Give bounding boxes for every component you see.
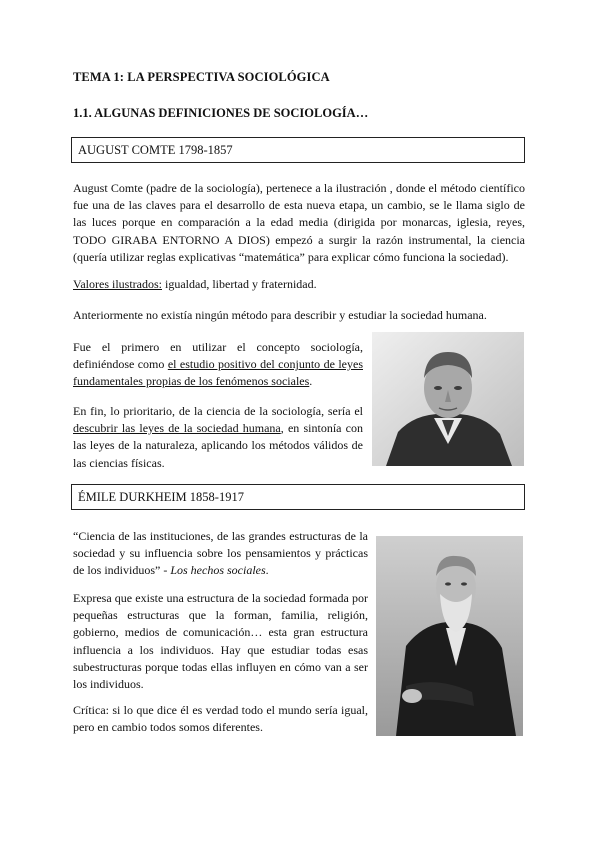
durkheim-portrait-illustration	[376, 536, 523, 736]
end-rest: , en sintonía con las leyes de la naturaleza, aplicando los métodos válidos de las ciencias físicas.	[73, 421, 363, 470]
first-underlined: el estudio positivo del conjunto de leyes fundamentales propias de los fenómenos sociales	[73, 357, 363, 389]
values-label: Valores ilustrados:	[73, 277, 162, 291]
first-end: .	[309, 374, 313, 389]
end-underlined: descubrir las leyes de la sociedad humana	[73, 421, 281, 436]
first-text: Fue el primero en utilizar el concepto sociología, definiéndose como	[73, 340, 363, 372]
durkheim-heading-box: ÉMILE DURKHEIM 1858-1917	[71, 484, 525, 510]
quote-source: Los hechos sociales	[170, 563, 266, 578]
durkheim-critique-paragraph: Crítica: si lo que dice él es verdad todo el mundo sería igual, pero en cambio todos somos diferentes.	[73, 703, 368, 735]
document-title: TEMA 1: LA PERSPECTIVA SOCIOLÓGICA	[73, 70, 330, 84]
comte-portrait-illustration	[372, 332, 524, 466]
comte-end-paragraph	[73, 403, 363, 472]
comte-portrait	[372, 332, 524, 466]
quote-text: “Ciencia de las instituciones, de las grandes estructuras de la sociedad y su influencia sobre los pensamientos y prácticas de los individuos” -	[73, 529, 368, 578]
comte-heading-box: AUGUST COMTE 1798-1857	[71, 137, 525, 163]
durkheim-structure-paragraph: Expresa que existe una estructura de la sociedad formada por pequeñas estructuras que la forman, familia, religión, gobierno, medios de comunicación… esta gran estructura influencia a los individuos. Hay que estudiar todas esas subestructuras porque todas ellas influyen en cómo van a ser los individuos.	[73, 591, 368, 692]
values-paragraph	[73, 276, 525, 293]
durkheim-quote-paragraph	[73, 528, 368, 580]
before-paragraph: Anteriormente no existía ningún método para describir y estudiar la sociedad humana.	[73, 308, 487, 322]
comte-first-paragraph	[73, 339, 363, 391]
durkheim-portrait	[376, 536, 523, 736]
end-text: En fin, lo prioritario, de la ciencia de la sociología, sería el	[73, 404, 363, 418]
comte-intro-paragraph: August Comte (padre de la sociología), pertenece a la ilustración , donde el método científico fue una de las claves para el desarrollo de esta nueva etapa, un cambio, se le llama siglo de las luces porque en comparación a la edad media (dirigida por monarcas, iglesia, reyes, TODO GIRABA ENTORNO A DIOS) empezó a surgir la razón instrumental, la ciencia (quería utilizar reglas explicativas “matemática” para explicar cómo funciona la sociedad).	[73, 181, 525, 264]
values-text: igualdad, libertad y fraternidad.	[162, 277, 317, 291]
section-heading: 1.1. ALGUNAS DEFINICIONES DE SOCIOLOGÍA…	[73, 106, 369, 120]
quote-end: .	[265, 563, 269, 578]
